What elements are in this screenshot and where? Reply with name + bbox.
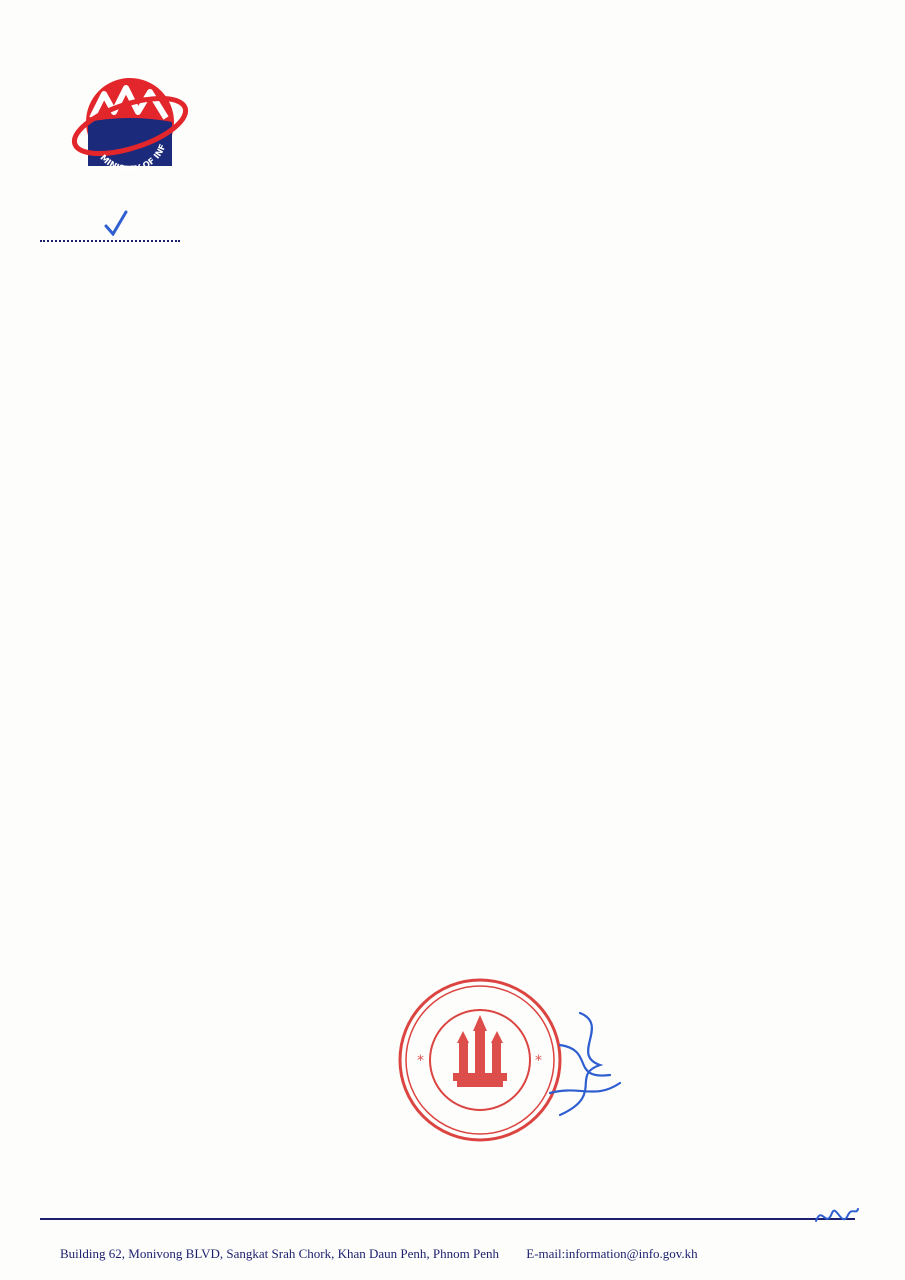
paragraph-1 [108, 370, 808, 514]
footer-address-khmer [220, 1222, 700, 1242]
title-line-1 [100, 228, 805, 262]
paragraph-2 [108, 526, 808, 670]
date-block [365, 872, 805, 974]
title-line-3 [100, 296, 805, 330]
ministry-name [52, 178, 212, 210]
footer-email: E-mail:information@info.gov.kh [526, 1246, 698, 1261]
svg-text:*: * [535, 1053, 542, 1069]
national-motto [305, 90, 595, 126]
kingdom-name [305, 40, 595, 84]
footer-address-english [60, 1244, 860, 1264]
logo-text: MINISTRY OF INF [97, 142, 169, 175]
handwritten-initial [812, 1195, 862, 1235]
letterhead [305, 40, 595, 126]
paragraph-3 [108, 682, 808, 826]
title-line-2 [100, 262, 805, 296]
footer-divider [40, 1218, 855, 1220]
letter-body [108, 370, 808, 838]
representing-line [365, 940, 805, 974]
announcement-title [100, 228, 805, 364]
signatory-name [590, 1106, 710, 1140]
svg-text:*: * [417, 1053, 424, 1069]
title-line-4 [100, 330, 805, 364]
footer-address: Building 62, Monivong BLVD, Sangkat Srah Chork, Khan Daun Penh, Phnom Penh [60, 1246, 499, 1261]
ministry-logo [70, 62, 190, 182]
place-date [365, 906, 805, 940]
lunar-date [365, 872, 805, 906]
